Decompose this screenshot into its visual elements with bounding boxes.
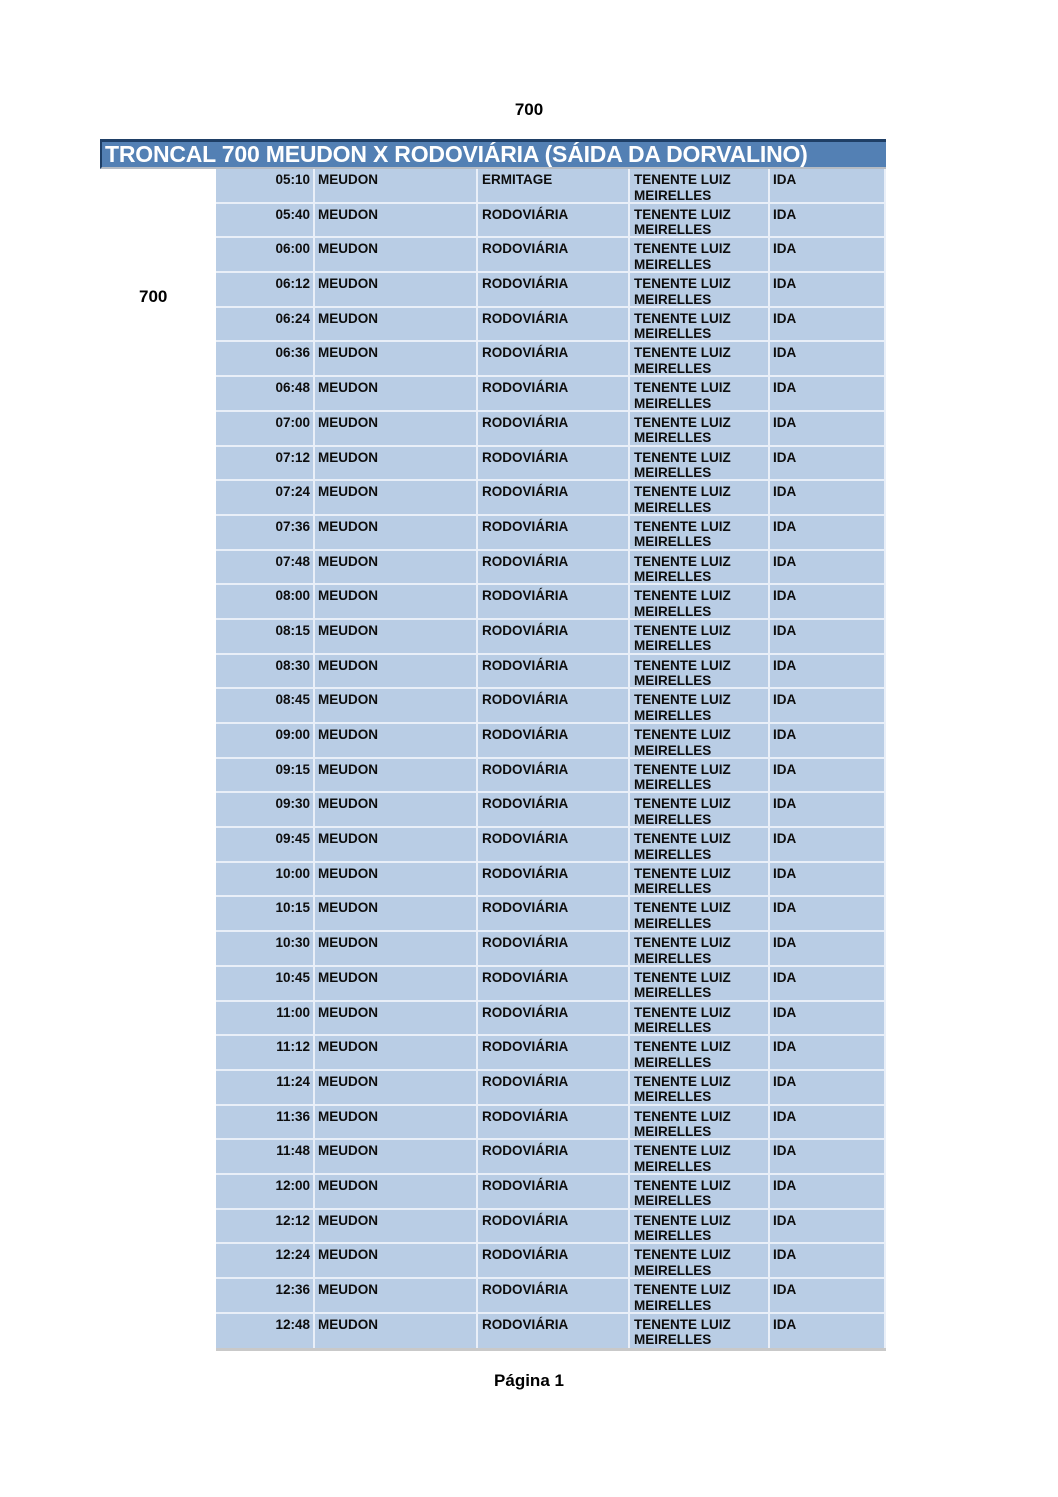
destination-cell: RODOVIÁRIA: [478, 1002, 630, 1035]
departure-time-cell: 07:12: [216, 447, 315, 480]
departure-time-cell: 06:24: [216, 308, 315, 341]
departure-time-cell: 12:00: [216, 1175, 315, 1208]
destination-cell: RODOVIÁRIA: [478, 1314, 630, 1349]
via-cell: TENENTE LUIZ MEIRELLES: [630, 620, 770, 653]
destination-cell: RODOVIÁRIA: [478, 1036, 630, 1069]
via-cell: TENENTE LUIZ MEIRELLES: [630, 932, 770, 965]
origin-cell: MEUDON: [315, 481, 478, 514]
table-row: [216, 724, 886, 759]
departure-time-cell: 07:24: [216, 481, 315, 514]
via-cell: TENENTE LUIZ MEIRELLES: [630, 481, 770, 514]
departure-time-cell: 05:10: [216, 169, 315, 202]
destination-cell: RODOVIÁRIA: [478, 377, 630, 410]
origin-cell: MEUDON: [315, 342, 478, 375]
table-row: [216, 620, 886, 655]
direction-cell: IDA: [770, 412, 886, 445]
destination-cell: RODOVIÁRIA: [478, 481, 630, 514]
departure-time-cell: 09:00: [216, 724, 315, 757]
direction-cell: IDA: [770, 585, 886, 618]
table-row: [216, 412, 886, 447]
origin-cell: MEUDON: [315, 863, 478, 896]
origin-cell: MEUDON: [315, 1175, 478, 1208]
destination-cell: RODOVIÁRIA: [478, 238, 630, 271]
direction-cell: IDA: [770, 1314, 886, 1349]
destination-cell: RODOVIÁRIA: [478, 932, 630, 965]
via-cell: TENENTE LUIZ MEIRELLES: [630, 863, 770, 896]
table-row: [216, 897, 886, 932]
table-row: [216, 967, 886, 1002]
via-cell: TENENTE LUIZ MEIRELLES: [630, 655, 770, 688]
direction-cell: IDA: [770, 204, 886, 237]
departure-time-cell: 11:00: [216, 1002, 315, 1035]
direction-cell: IDA: [770, 481, 886, 514]
direction-cell: IDA: [770, 1175, 886, 1208]
direction-cell: IDA: [770, 308, 886, 341]
departure-time-cell: 06:00: [216, 238, 315, 271]
origin-cell: MEUDON: [315, 828, 478, 861]
destination-cell: RODOVIÁRIA: [478, 967, 630, 1000]
direction-cell: IDA: [770, 863, 886, 896]
via-cell: TENENTE LUIZ MEIRELLES: [630, 1279, 770, 1312]
via-cell: TENENTE LUIZ MEIRELLES: [630, 308, 770, 341]
table-row: [216, 655, 886, 690]
departure-time-cell: 12:24: [216, 1244, 315, 1277]
origin-cell: MEUDON: [315, 238, 478, 271]
direction-cell: IDA: [770, 551, 886, 584]
destination-cell: RODOVIÁRIA: [478, 1244, 630, 1277]
destination-cell: RODOVIÁRIA: [478, 724, 630, 757]
via-cell: TENENTE LUIZ MEIRELLES: [630, 1106, 770, 1139]
departure-time-cell: 09:15: [216, 759, 315, 792]
origin-cell: MEUDON: [315, 897, 478, 930]
destination-cell: RODOVIÁRIA: [478, 204, 630, 237]
via-cell: TENENTE LUIZ MEIRELLES: [630, 1036, 770, 1069]
direction-cell: IDA: [770, 342, 886, 375]
table-row: [216, 273, 886, 308]
departure-time-cell: 07:36: [216, 516, 315, 549]
origin-cell: MEUDON: [315, 308, 478, 341]
destination-cell: RODOVIÁRIA: [478, 793, 630, 826]
origin-cell: MEUDON: [315, 273, 478, 306]
departure-time-cell: 08:15: [216, 620, 315, 653]
departure-time-cell: 08:00: [216, 585, 315, 618]
origin-cell: MEUDON: [315, 1002, 478, 1035]
direction-cell: IDA: [770, 1036, 886, 1069]
origin-cell: MEUDON: [315, 1036, 478, 1069]
page-footer: Página 1: [494, 1371, 564, 1390]
departure-time-cell: 05:40: [216, 204, 315, 237]
via-cell: TENENTE LUIZ MEIRELLES: [630, 238, 770, 271]
via-cell: TENENTE LUIZ MEIRELLES: [630, 1140, 770, 1173]
table-row: [216, 308, 886, 343]
destination-cell: RODOVIÁRIA: [478, 273, 630, 306]
origin-cell: MEUDON: [315, 1071, 478, 1104]
table-row: [216, 551, 886, 586]
departure-time-cell: 08:30: [216, 655, 315, 688]
table-row: [216, 447, 886, 482]
route-title-banner: [100, 139, 886, 169]
departure-time-cell: 11:36: [216, 1106, 315, 1139]
table-row: [216, 1244, 886, 1279]
table-row: [216, 238, 886, 273]
table-row: [216, 204, 886, 239]
via-cell: TENENTE LUIZ MEIRELLES: [630, 1244, 770, 1277]
table-row: [216, 828, 886, 863]
via-cell: TENENTE LUIZ MEIRELLES: [630, 169, 770, 202]
direction-cell: IDA: [770, 967, 886, 1000]
destination-cell: RODOVIÁRIA: [478, 1279, 630, 1312]
destination-cell: RODOVIÁRIA: [478, 516, 630, 549]
destination-cell: RODOVIÁRIA: [478, 897, 630, 930]
direction-cell: IDA: [770, 793, 886, 826]
origin-cell: MEUDON: [315, 516, 478, 549]
table-row: [216, 481, 886, 516]
departure-time-cell: 09:30: [216, 793, 315, 826]
direction-cell: IDA: [770, 447, 886, 480]
via-cell: TENENTE LUIZ MEIRELLES: [630, 793, 770, 826]
table-row: [216, 932, 886, 967]
departure-time-cell: 12:12: [216, 1210, 315, 1243]
destination-cell: RODOVIÁRIA: [478, 342, 630, 375]
table-row: [216, 342, 886, 377]
via-cell: TENENTE LUIZ MEIRELLES: [630, 447, 770, 480]
departure-time-cell: 08:45: [216, 689, 315, 722]
direction-cell: IDA: [770, 1071, 886, 1104]
via-cell: TENENTE LUIZ MEIRELLES: [630, 585, 770, 618]
destination-cell: RODOVIÁRIA: [478, 585, 630, 618]
table-row: [216, 1175, 886, 1210]
direction-cell: IDA: [770, 1210, 886, 1243]
direction-cell: IDA: [770, 238, 886, 271]
destination-cell: RODOVIÁRIA: [478, 551, 630, 584]
direction-cell: IDA: [770, 655, 886, 688]
departure-time-cell: 10:30: [216, 932, 315, 965]
table-row: [216, 1036, 886, 1071]
destination-cell: RODOVIÁRIA: [478, 1210, 630, 1243]
destination-cell: RODOVIÁRIA: [478, 447, 630, 480]
direction-cell: IDA: [770, 620, 886, 653]
table-row: [216, 689, 886, 724]
origin-cell: MEUDON: [315, 724, 478, 757]
departure-time-cell: 10:15: [216, 897, 315, 930]
destination-cell: RODOVIÁRIA: [478, 1106, 630, 1139]
via-cell: TENENTE LUIZ MEIRELLES: [630, 516, 770, 549]
direction-cell: IDA: [770, 759, 886, 792]
origin-cell: MEUDON: [315, 1244, 478, 1277]
departure-time-cell: 09:45: [216, 828, 315, 861]
origin-cell: MEUDON: [315, 377, 478, 410]
departure-time-cell: 11:48: [216, 1140, 315, 1173]
via-cell: TENENTE LUIZ MEIRELLES: [630, 1175, 770, 1208]
origin-cell: MEUDON: [315, 1279, 478, 1312]
origin-cell: MEUDON: [315, 447, 478, 480]
origin-cell: MEUDON: [315, 620, 478, 653]
departure-time-cell: 10:45: [216, 967, 315, 1000]
table-row: [216, 1210, 886, 1245]
origin-cell: MEUDON: [315, 1314, 478, 1349]
table-row: [216, 377, 886, 412]
table-row: [216, 169, 886, 204]
table-row: [216, 1140, 886, 1175]
direction-cell: IDA: [770, 1002, 886, 1035]
table-row: [216, 585, 886, 620]
via-cell: TENENTE LUIZ MEIRELLES: [630, 1071, 770, 1104]
schedule-table: [216, 169, 886, 1351]
departure-time-cell: 06:12: [216, 273, 315, 306]
destination-cell: RODOVIÁRIA: [478, 1175, 630, 1208]
table-row: [216, 1002, 886, 1037]
origin-cell: MEUDON: [315, 689, 478, 722]
via-cell: TENENTE LUIZ MEIRELLES: [630, 204, 770, 237]
origin-cell: MEUDON: [315, 759, 478, 792]
origin-cell: MEUDON: [315, 1106, 478, 1139]
origin-cell: MEUDON: [315, 655, 478, 688]
direction-cell: IDA: [770, 828, 886, 861]
via-cell: TENENTE LUIZ MEIRELLES: [630, 759, 770, 792]
via-cell: TENENTE LUIZ MEIRELLES: [630, 551, 770, 584]
direction-cell: IDA: [770, 1244, 886, 1277]
origin-cell: MEUDON: [315, 169, 478, 202]
via-cell: TENENTE LUIZ MEIRELLES: [630, 967, 770, 1000]
direction-cell: IDA: [770, 724, 886, 757]
destination-cell: RODOVIÁRIA: [478, 689, 630, 722]
direction-cell: IDA: [770, 1106, 886, 1139]
departure-time-cell: 07:00: [216, 412, 315, 445]
table-row: [216, 1071, 886, 1106]
origin-cell: MEUDON: [315, 967, 478, 1000]
destination-cell: RODOVIÁRIA: [478, 1071, 630, 1104]
origin-cell: MEUDON: [315, 585, 478, 618]
departure-time-cell: 06:36: [216, 342, 315, 375]
via-cell: TENENTE LUIZ MEIRELLES: [630, 897, 770, 930]
destination-cell: ERMITAGE: [478, 169, 630, 202]
via-cell: TENENTE LUIZ MEIRELLES: [630, 273, 770, 306]
table-row: [216, 1314, 886, 1349]
direction-cell: IDA: [770, 516, 886, 549]
table-row: [216, 1106, 886, 1141]
departure-time-cell: 11:12: [216, 1036, 315, 1069]
page-header-route-number: 700: [514, 100, 544, 119]
departure-time-cell: 12:36: [216, 1279, 315, 1312]
via-cell: TENENTE LUIZ MEIRELLES: [630, 1314, 770, 1349]
via-cell: TENENTE LUIZ MEIRELLES: [630, 828, 770, 861]
table-row: [216, 1279, 886, 1314]
origin-cell: MEUDON: [315, 932, 478, 965]
direction-cell: IDA: [770, 1279, 886, 1312]
table-row: [216, 759, 886, 794]
via-cell: TENENTE LUIZ MEIRELLES: [630, 724, 770, 757]
direction-cell: IDA: [770, 377, 886, 410]
table-row: [216, 793, 886, 828]
direction-cell: IDA: [770, 897, 886, 930]
origin-cell: MEUDON: [315, 1140, 478, 1173]
direction-cell: IDA: [770, 1140, 886, 1173]
origin-cell: MEUDON: [315, 793, 478, 826]
via-cell: TENENTE LUIZ MEIRELLES: [630, 689, 770, 722]
destination-cell: RODOVIÁRIA: [478, 308, 630, 341]
route-title: TRONCAL 700 MEUDON X RODOVIÁRIA (SÁIDA DA DORVALINO): [105, 141, 808, 167]
destination-cell: RODOVIÁRIA: [478, 759, 630, 792]
direction-cell: IDA: [770, 689, 886, 722]
destination-cell: RODOVIÁRIA: [478, 1140, 630, 1173]
departure-time-cell: 12:48: [216, 1314, 315, 1349]
origin-cell: MEUDON: [315, 204, 478, 237]
departure-time-cell: 06:48: [216, 377, 315, 410]
departure-time-cell: 07:48: [216, 551, 315, 584]
direction-cell: IDA: [770, 273, 886, 306]
origin-cell: MEUDON: [315, 412, 478, 445]
destination-cell: RODOVIÁRIA: [478, 863, 630, 896]
departure-time-cell: 11:24: [216, 1071, 315, 1104]
origin-cell: MEUDON: [315, 551, 478, 584]
via-cell: TENENTE LUIZ MEIRELLES: [630, 342, 770, 375]
via-cell: TENENTE LUIZ MEIRELLES: [630, 1210, 770, 1243]
destination-cell: RODOVIÁRIA: [478, 828, 630, 861]
table-row: [216, 516, 886, 551]
destination-cell: RODOVIÁRIA: [478, 655, 630, 688]
departure-time-cell: 10:00: [216, 863, 315, 896]
via-cell: TENENTE LUIZ MEIRELLES: [630, 377, 770, 410]
destination-cell: RODOVIÁRIA: [478, 620, 630, 653]
destination-cell: RODOVIÁRIA: [478, 412, 630, 445]
direction-cell: IDA: [770, 932, 886, 965]
via-cell: TENENTE LUIZ MEIRELLES: [630, 1002, 770, 1035]
direction-cell: IDA: [770, 169, 886, 202]
table-row: [216, 863, 886, 898]
origin-cell: MEUDON: [315, 1210, 478, 1243]
route-number-side-label: 700: [139, 287, 168, 306]
via-cell: TENENTE LUIZ MEIRELLES: [630, 412, 770, 445]
